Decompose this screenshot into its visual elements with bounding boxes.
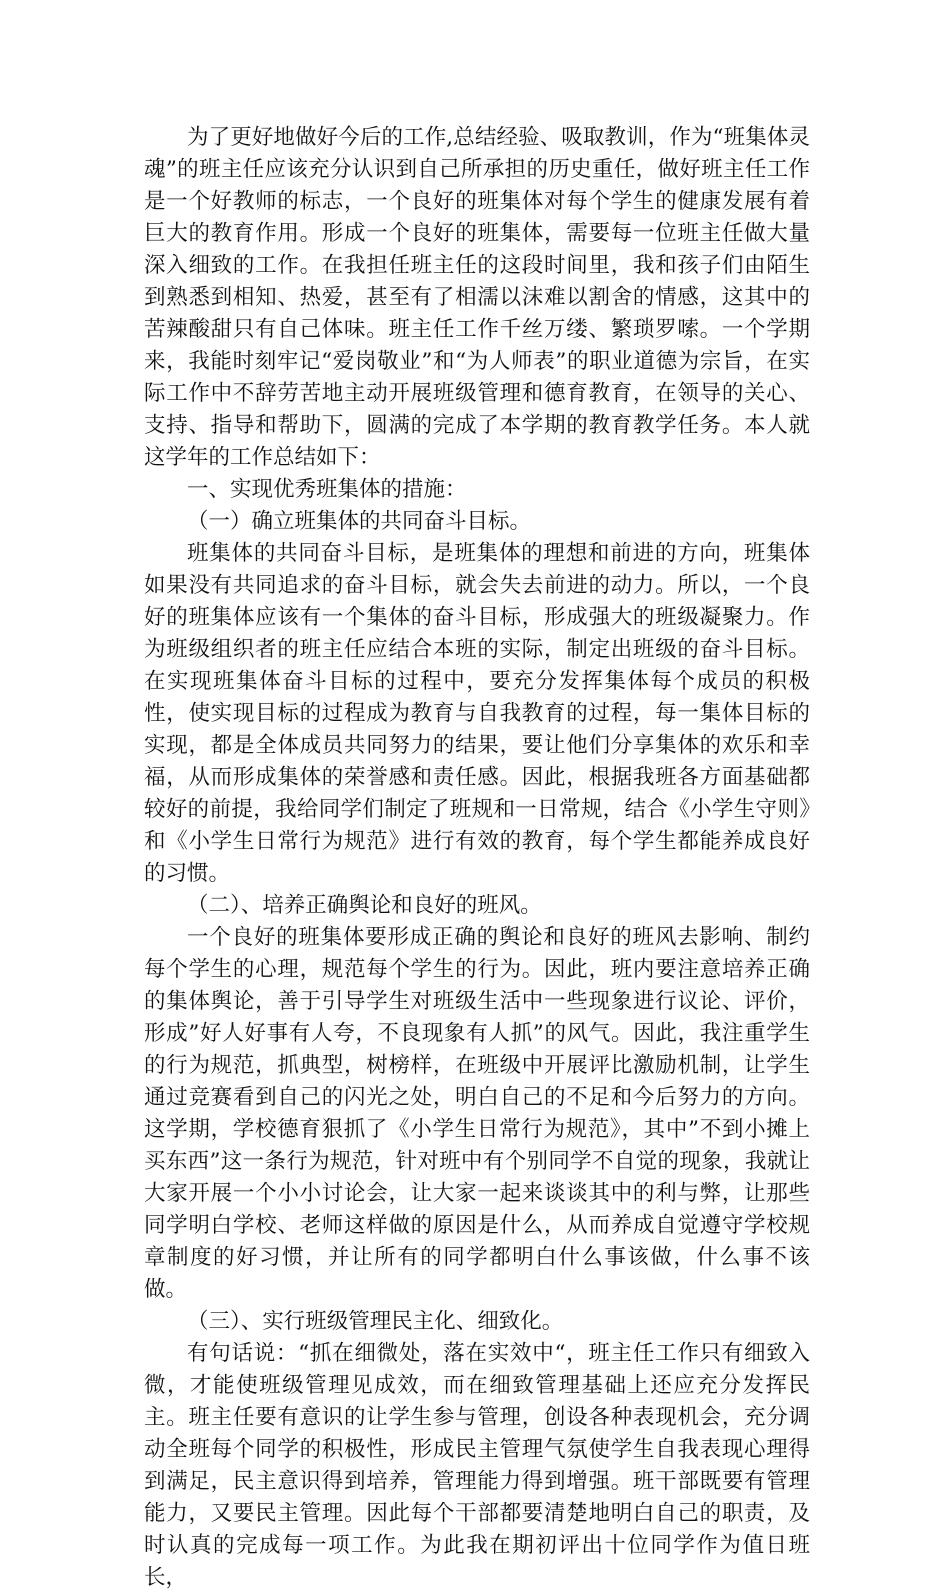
- goal-paragraph: 班集体的共同奋斗目标，是班集体的理想和前进的方向，班集体如果没有共同追求的奋斗目标，就会失去前进的动力。所以，一个良好的班集体应该有一个集体的奋斗目标，形成强大的班级凝聚力。作为班级组织者的班主任应结合本班的实际，制定出班级的奋斗目标。在实现班集体奋斗目标的过程中，要充分发挥集体每个成员的积极性，使实现目标的过程成为教育与自我教育的过程，每一集体目标的实现，都是全体成员共同努力的结果，要让他们分享集体的欢乐和幸福，从而形成集体的荣誉感和责任感。因此，根据我班各方面基础都较好的前提，我给同学们制定了班规和一日常规，结合《小学生守则》和《小学生日常行为规范》进行有效的教育，每个学生都能养成良好的习惯。: [144, 541, 810, 886]
- class-spirit-paragraph: 一个良好的班集体要形成正确的舆论和良好的班风去影响、制约每个学生的心理，规范每个学生的行为。因此，班内要注意培养正确的集体舆论，善于引导学生对班级生活中一些现象进行议论、评价，形成”好人好事有人夸，不良现象有人抓”的风气。因此，我注重学生的行为规范，抓典型，树榜样，在班级中开展评比激励机制，让学生通过竞赛看到自己的闪光之处，明白自己的不足和今后努力的方向。这学期，学校德育狠抓了《小学生日常行为规范》，其中”不到小摊上买东西”这一条行为规范，针对班中有个别同学不自觉的现象，我就让大家开展一个小小讨论会，让大家一起来谈谈其中的利与弊，让那些同学明白学校、老师这样做的原因是什么，从而养成自觉遵守学校规章制度的好习惯，并让所有的同学都明白什么事该做，什么事不该做。: [144, 925, 810, 1302]
- subsection-heading-3: （三）、实行班级管理民主化、细致化。: [187, 1309, 564, 1334]
- subsection-heading-1: （一）确立班集体的共同奋斗目标。: [187, 509, 532, 534]
- section-heading-1: 一、实现优秀班集体的措施：: [187, 477, 467, 502]
- intro-paragraph: 为了更好地做好今后的工作,总结经验、吸取教训，作为“班集体灵魂”的班主任应该充分认识到自己所承担的历史重任，做好班主任工作是一个好教师的标志，一个良好的班集体对每个学生的健康发展有着巨大的教育作用。形成一个良好的班集体，需要每一位班主任做大量深入细致的工作。在我担任班主任的这段时间里，我和孩子们由陌生到熟悉到相知、热爱，甚至有了相濡以沫难以割舍的情感，这其中的苦辣酸甜只有自己体味。班主任工作千丝万缕、繁琐罗嗦。一个学期来，我能时刻牢记“爱岗敬业”和“为人师表”的职业道德为宗旨，在实际工作中不辞劳苦地主动开展班级管理和德育教育，在领导的关心、支持、指导和帮助下，圆满的完成了本学期的教育教学任务。本人就这学年的工作总结如下：: [144, 125, 810, 470]
- document-page: [144, 122, 810, 1594]
- subsection-heading-2: （二）、培养正确舆论和良好的班风。: [187, 893, 542, 918]
- democratic-management-paragraph: 有句话说：“抓在细微处，落在实效中“，班主任工作只有细致入微，才能使班级管理见成效，而在细致管理基础上还应充分发挥民主。班主任要有意识的让学生参与管理，创设各种表现机会，充分调动全班每个同学的积极性，形成民主管理气氛使学生自我表现心理得到满足，民主意识得到培养，管理能力得到增强。班干部既要有管理能力，又要民主管理。因此每个干部都要清楚地明白自己的职责，及时认真的完成每一项工作。为此我在期初评出十位同学作为值日班长，: [144, 1341, 810, 1590]
